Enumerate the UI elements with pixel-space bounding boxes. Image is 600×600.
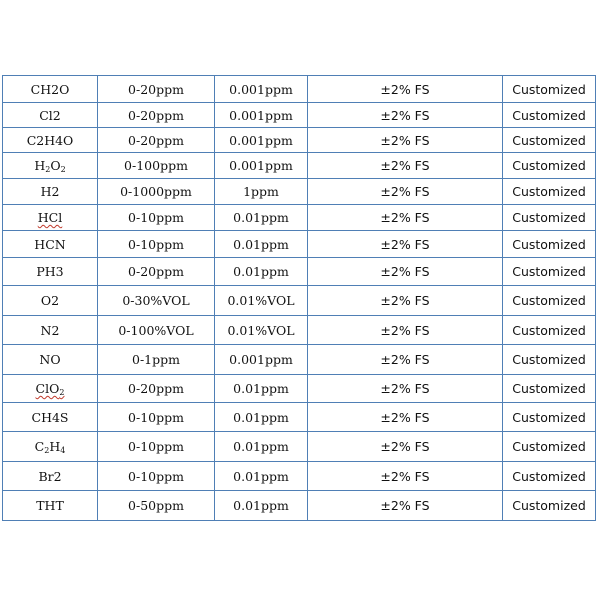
gas-spec-sheet <box>2 75 595 521</box>
cell-option: Customized <box>503 103 596 128</box>
cell-range: 0-1ppm <box>98 345 215 375</box>
cell-gas: Cl2 <box>3 103 98 128</box>
table-row <box>3 403 596 432</box>
cell-gas: C2H4O <box>3 128 98 153</box>
cell-range: 0-20ppm <box>98 76 215 103</box>
cell-gas: HCN <box>3 231 98 258</box>
cell-option: Customized <box>503 491 596 521</box>
table-row <box>3 258 596 286</box>
cell-resolution: 0.01ppm <box>215 403 308 432</box>
cell-option: Customized <box>503 316 596 345</box>
table-row <box>3 462 596 491</box>
cell-accuracy: ±2% FS <box>308 153 503 179</box>
cell-accuracy: ±2% FS <box>308 491 503 521</box>
cell-accuracy: ±2% FS <box>308 462 503 491</box>
cell-option: Customized <box>503 153 596 179</box>
cell-gas: Br2 <box>3 462 98 491</box>
cell-resolution: 1ppm <box>215 179 308 205</box>
cell-resolution: 0.01ppm <box>215 205 308 231</box>
table-row <box>3 231 596 258</box>
table-row <box>3 205 596 231</box>
cell-gas: PH3 <box>3 258 98 286</box>
cell-option: Customized <box>503 462 596 491</box>
cell-resolution: 0.01ppm <box>215 491 308 521</box>
cell-gas: CH4S <box>3 403 98 432</box>
cell-range: 0-1000ppm <box>98 179 215 205</box>
table-row <box>3 375 596 403</box>
cell-range: 0-20ppm <box>98 375 215 403</box>
cell-accuracy: ±2% FS <box>308 345 503 375</box>
cell-option: Customized <box>503 345 596 375</box>
cell-accuracy: ±2% FS <box>308 316 503 345</box>
cell-range: 0-10ppm <box>98 432 215 462</box>
cell-option: Customized <box>503 375 596 403</box>
cell-range: 0-10ppm <box>98 205 215 231</box>
cell-gas: N2 <box>3 316 98 345</box>
cell-resolution: 0.001ppm <box>215 103 308 128</box>
cell-gas: NO <box>3 345 98 375</box>
cell-range: 0-10ppm <box>98 231 215 258</box>
table-row <box>3 128 596 153</box>
cell-option: Customized <box>503 286 596 316</box>
cell-resolution: 0.01ppm <box>215 231 308 258</box>
cell-gas: HCl <box>3 205 98 231</box>
cell-option: Customized <box>503 231 596 258</box>
table-row <box>3 316 596 345</box>
cell-gas: ClO$_2$ <box>3 375 98 403</box>
gas-spec-table <box>2 75 596 521</box>
cell-gas: THT <box>3 491 98 521</box>
cell-range: 0-100ppm <box>98 153 215 179</box>
cell-accuracy: ±2% FS <box>308 205 503 231</box>
table-row <box>3 153 596 179</box>
cell-range: 0-10ppm <box>98 403 215 432</box>
table-row <box>3 432 596 462</box>
cell-accuracy: ±2% FS <box>308 286 503 316</box>
cell-range: 0-30%VOL <box>98 286 215 316</box>
cell-accuracy: ±2% FS <box>308 179 503 205</box>
cell-range: 0-20ppm <box>98 258 215 286</box>
cell-resolution: 0.01ppm <box>215 432 308 462</box>
cell-accuracy: ±2% FS <box>308 231 503 258</box>
cell-accuracy: ±2% FS <box>308 403 503 432</box>
cell-accuracy: ±2% FS <box>308 375 503 403</box>
cell-option: Customized <box>503 258 596 286</box>
cell-range: 0-20ppm <box>98 103 215 128</box>
table-row <box>3 286 596 316</box>
cell-option: Customized <box>503 128 596 153</box>
cell-gas: $C_2H_4$ <box>3 432 98 462</box>
table-row <box>3 345 596 375</box>
cell-gas: $H_2O_2$ <box>3 153 98 179</box>
cell-accuracy: ±2% FS <box>308 128 503 153</box>
cell-gas: H2 <box>3 179 98 205</box>
table-body <box>3 76 596 521</box>
cell-accuracy: ±2% FS <box>308 432 503 462</box>
cell-option: Customized <box>503 403 596 432</box>
table-row <box>3 179 596 205</box>
cell-resolution: 0.001ppm <box>215 153 308 179</box>
cell-option: Customized <box>503 179 596 205</box>
table-row <box>3 491 596 521</box>
cell-accuracy: ±2% FS <box>308 258 503 286</box>
cell-resolution: 0.01%VOL <box>215 286 308 316</box>
cell-resolution: 0.01%VOL <box>215 316 308 345</box>
cell-range: 0-100%VOL <box>98 316 215 345</box>
table-row <box>3 103 596 128</box>
cell-resolution: 0.01ppm <box>215 462 308 491</box>
cell-gas: CH2O <box>3 76 98 103</box>
cell-resolution: 0.001ppm <box>215 76 308 103</box>
cell-option: Customized <box>503 76 596 103</box>
cell-range: 0-20ppm <box>98 128 215 153</box>
cell-resolution: 0.01ppm <box>215 258 308 286</box>
cell-resolution: 0.001ppm <box>215 345 308 375</box>
cell-range: 0-50ppm <box>98 491 215 521</box>
cell-gas: O2 <box>3 286 98 316</box>
cell-resolution: 0.001ppm <box>215 128 308 153</box>
cell-accuracy: ±2% FS <box>308 76 503 103</box>
cell-range: 0-10ppm <box>98 462 215 491</box>
table-row <box>3 76 596 103</box>
cell-option: Customized <box>503 432 596 462</box>
cell-option: Customized <box>503 205 596 231</box>
cell-resolution: 0.01ppm <box>215 375 308 403</box>
cell-accuracy: ±2% FS <box>308 103 503 128</box>
